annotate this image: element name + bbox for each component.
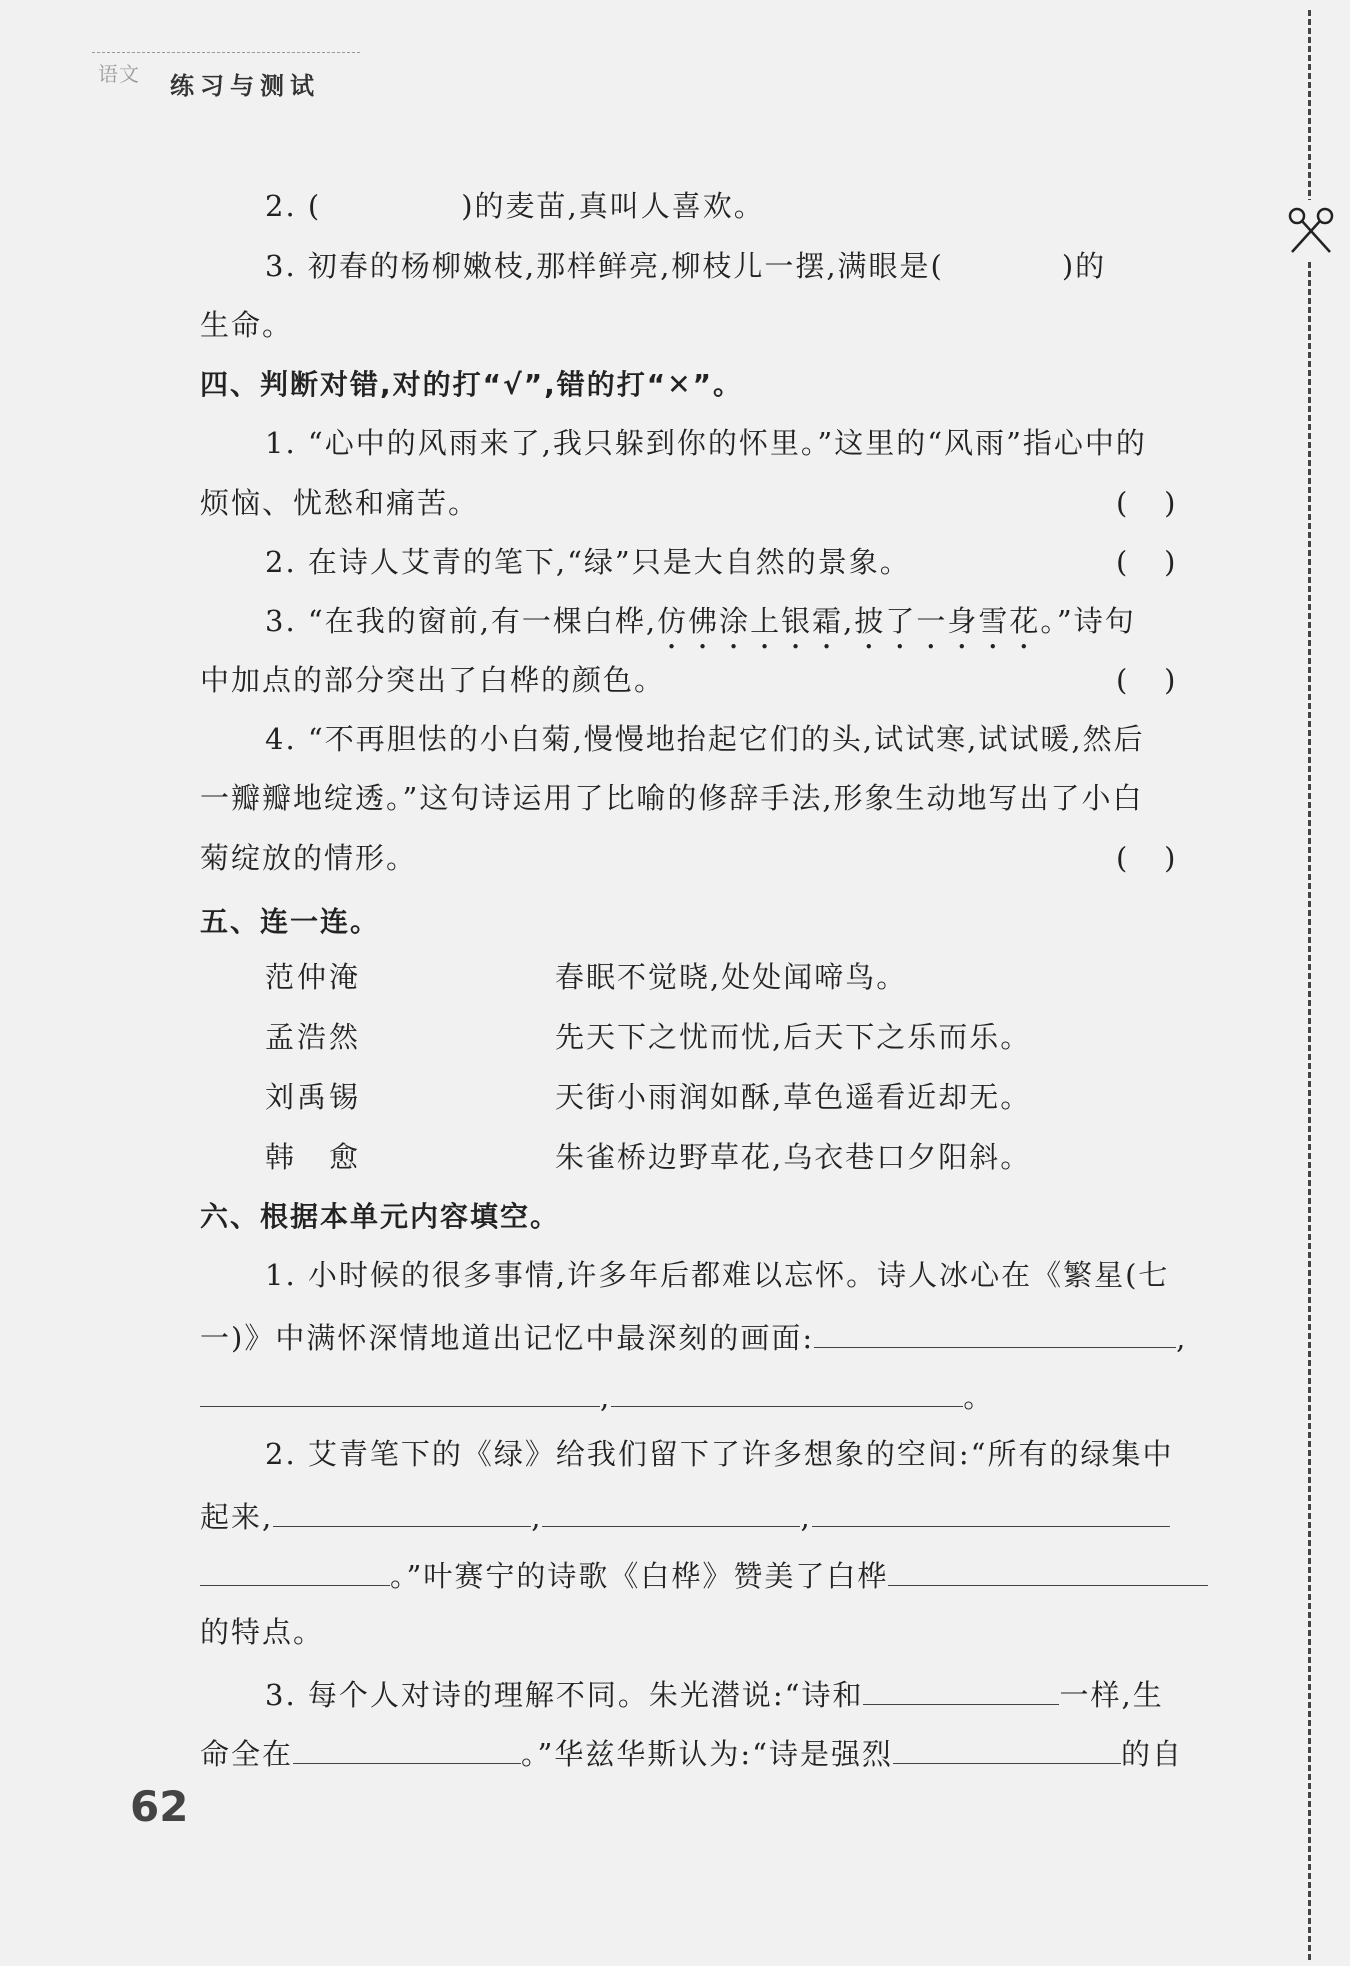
- s4-item3-line1: [265, 603, 1136, 656]
- match-left-item[interactable]: 刘禹锡: [265, 1080, 362, 1114]
- s6-q3-text-4: 。”华兹华斯认为:“诗是强烈: [521, 1737, 893, 1771]
- s6-q1-line2: [200, 1317, 1187, 1356]
- s4-item1-line1: 1. “心中的风雨来了,我只躲到你的怀里。”这里的“风雨”指心中的: [265, 426, 1147, 460]
- s6-q2-line1: 2. 艾青笔下的《绿》给我们留下了许多想象的空间:“所有的绿集中: [265, 1437, 1174, 1471]
- s6-q2-blank-1[interactable]: [273, 1496, 531, 1527]
- s6-q1-comma: ,: [600, 1380, 612, 1414]
- match-left-item[interactable]: 孟浩然: [265, 1020, 362, 1054]
- s6-q2-blank-5[interactable]: [888, 1555, 1208, 1586]
- s4-item3-text-a: 3. “在我的窗前,有一棵白桦,: [265, 604, 658, 638]
- q3-item2-text: )的麦苗,真叫人喜欢。: [461, 189, 765, 223]
- s6-q1-period: 。: [963, 1380, 995, 1414]
- s6-q3-line2: [200, 1733, 1183, 1772]
- s6-q3-blank-2[interactable]: [293, 1733, 521, 1764]
- q3-item3: [265, 248, 1106, 284]
- s4-item4-line1: 4. “不再胆怯的小白菊,慢慢地抬起它们的头,试试寒,试试暖,然后: [265, 722, 1145, 756]
- s4-item4-answer[interactable]: ( ): [1116, 841, 1176, 875]
- header-rule: [92, 52, 360, 53]
- s6-q1-line1: 1. 小时候的很多事情,许多年后都难以忘怀。诗人冰心在《繁星(七: [265, 1258, 1170, 1292]
- s6-q1-line3: [200, 1376, 994, 1415]
- s6-q3-blank-3[interactable]: [893, 1733, 1121, 1764]
- s6-q2-comma: ,: [531, 1500, 543, 1534]
- match-right-item[interactable]: 先天下之忧而忧,后天下之乐而乐。: [555, 1020, 1032, 1054]
- s6-q2-text: 起来,: [200, 1500, 274, 1534]
- s6-q1-blank-3[interactable]: [611, 1376, 963, 1407]
- s4-item2-answer[interactable]: ( ): [1116, 545, 1176, 579]
- s4-item4-line3: 菊绽放的情形。: [200, 841, 418, 875]
- q3-item2-num: 2. (: [265, 189, 322, 223]
- s6-q2-text-2: 。”叶赛宁的诗歌《白桦》赞美了白桦: [390, 1559, 889, 1593]
- s6-q3-text-2: 一样,生: [1059, 1678, 1164, 1712]
- s4-item3-line2: 中加点的部分突出了白桦的颜色。: [200, 663, 666, 697]
- s6-q2-line4: 的特点。: [200, 1615, 325, 1649]
- s4-item4-line2: 一瓣瓣地绽透。”这句诗运用了比喻的修辞手法,形象生动地写出了小白: [200, 781, 1144, 815]
- header-subject: 语文: [98, 62, 140, 86]
- s6-q3-text: 3. 每个人对诗的理解不同。朱光潜说:“诗和: [265, 1678, 864, 1712]
- q3-item2: [265, 188, 765, 224]
- match-left-item[interactable]: 韩 愈: [265, 1140, 362, 1174]
- s4-item3-text-c: 。”诗句: [1040, 604, 1136, 638]
- s6-q2-blank-4[interactable]: [200, 1555, 390, 1586]
- match-right-item[interactable]: 朱雀桥边野草花,乌衣巷口夕阳斜。: [555, 1140, 1032, 1174]
- page-header: [92, 52, 360, 100]
- s4-item2-line1: 2. 在诗人艾青的笔下,“绿”只是大自然的景象。: [265, 545, 911, 579]
- s6-q2-blank-3[interactable]: [812, 1496, 1170, 1527]
- s6-q2-line2: [200, 1496, 1170, 1535]
- s6-q2-blank-2[interactable]: [542, 1496, 800, 1527]
- s4-item3-dotted: 仿佛涂上银霜,披了一身雪花: [657, 604, 1041, 638]
- s6-q1-comma: ,: [1176, 1321, 1188, 1355]
- section4-title: 四、判断对错,对的打“√”,错的打“✕”。: [200, 368, 744, 401]
- match-left-item[interactable]: 范仲淹: [265, 960, 362, 994]
- s4-item3-answer[interactable]: ( ): [1116, 663, 1176, 697]
- s4-item1-line2: 烦恼、忧愁和痛苦。: [200, 486, 480, 520]
- s6-q3-text-3: 命全在: [200, 1737, 294, 1771]
- s6-q2-comma: ,: [800, 1500, 812, 1534]
- section6-title: 六、根据本单元内容填空。: [200, 1200, 561, 1233]
- q3-item3-text: 3. 初春的杨柳嫩枝,那样鲜亮,柳枝儿一摆,满眼是(: [265, 249, 944, 283]
- match-right-item[interactable]: 天街小雨润如酥,草色遥看近却无。: [555, 1080, 1032, 1114]
- scissors-icon: [1284, 200, 1338, 260]
- s6-q3-text-5: 的自: [1120, 1737, 1183, 1771]
- header-title: 练习与测试: [170, 72, 320, 100]
- s6-q1-blank-1[interactable]: [814, 1317, 1176, 1348]
- q3-item3-tail: )的: [1061, 249, 1107, 283]
- match-right-item[interactable]: 春眠不觉晓,处处闻啼鸟。: [555, 960, 908, 994]
- cut-line: [1308, 10, 1315, 1960]
- q3-item3-cont: 生命。: [200, 308, 294, 342]
- s6-q2-line3: [200, 1555, 1208, 1594]
- s6-q3-blank-1[interactable]: [863, 1674, 1059, 1705]
- s6-q1-text: 一)》中满怀深情地道出记忆中最深刻的画面:: [200, 1321, 815, 1355]
- s6-q3-line1: [265, 1674, 1164, 1713]
- s6-q1-blank-2[interactable]: [200, 1376, 600, 1407]
- s4-item1-answer[interactable]: ( ): [1116, 486, 1176, 520]
- page-number: 62: [130, 1782, 189, 1831]
- section5-title: 五、连一连。: [200, 905, 381, 938]
